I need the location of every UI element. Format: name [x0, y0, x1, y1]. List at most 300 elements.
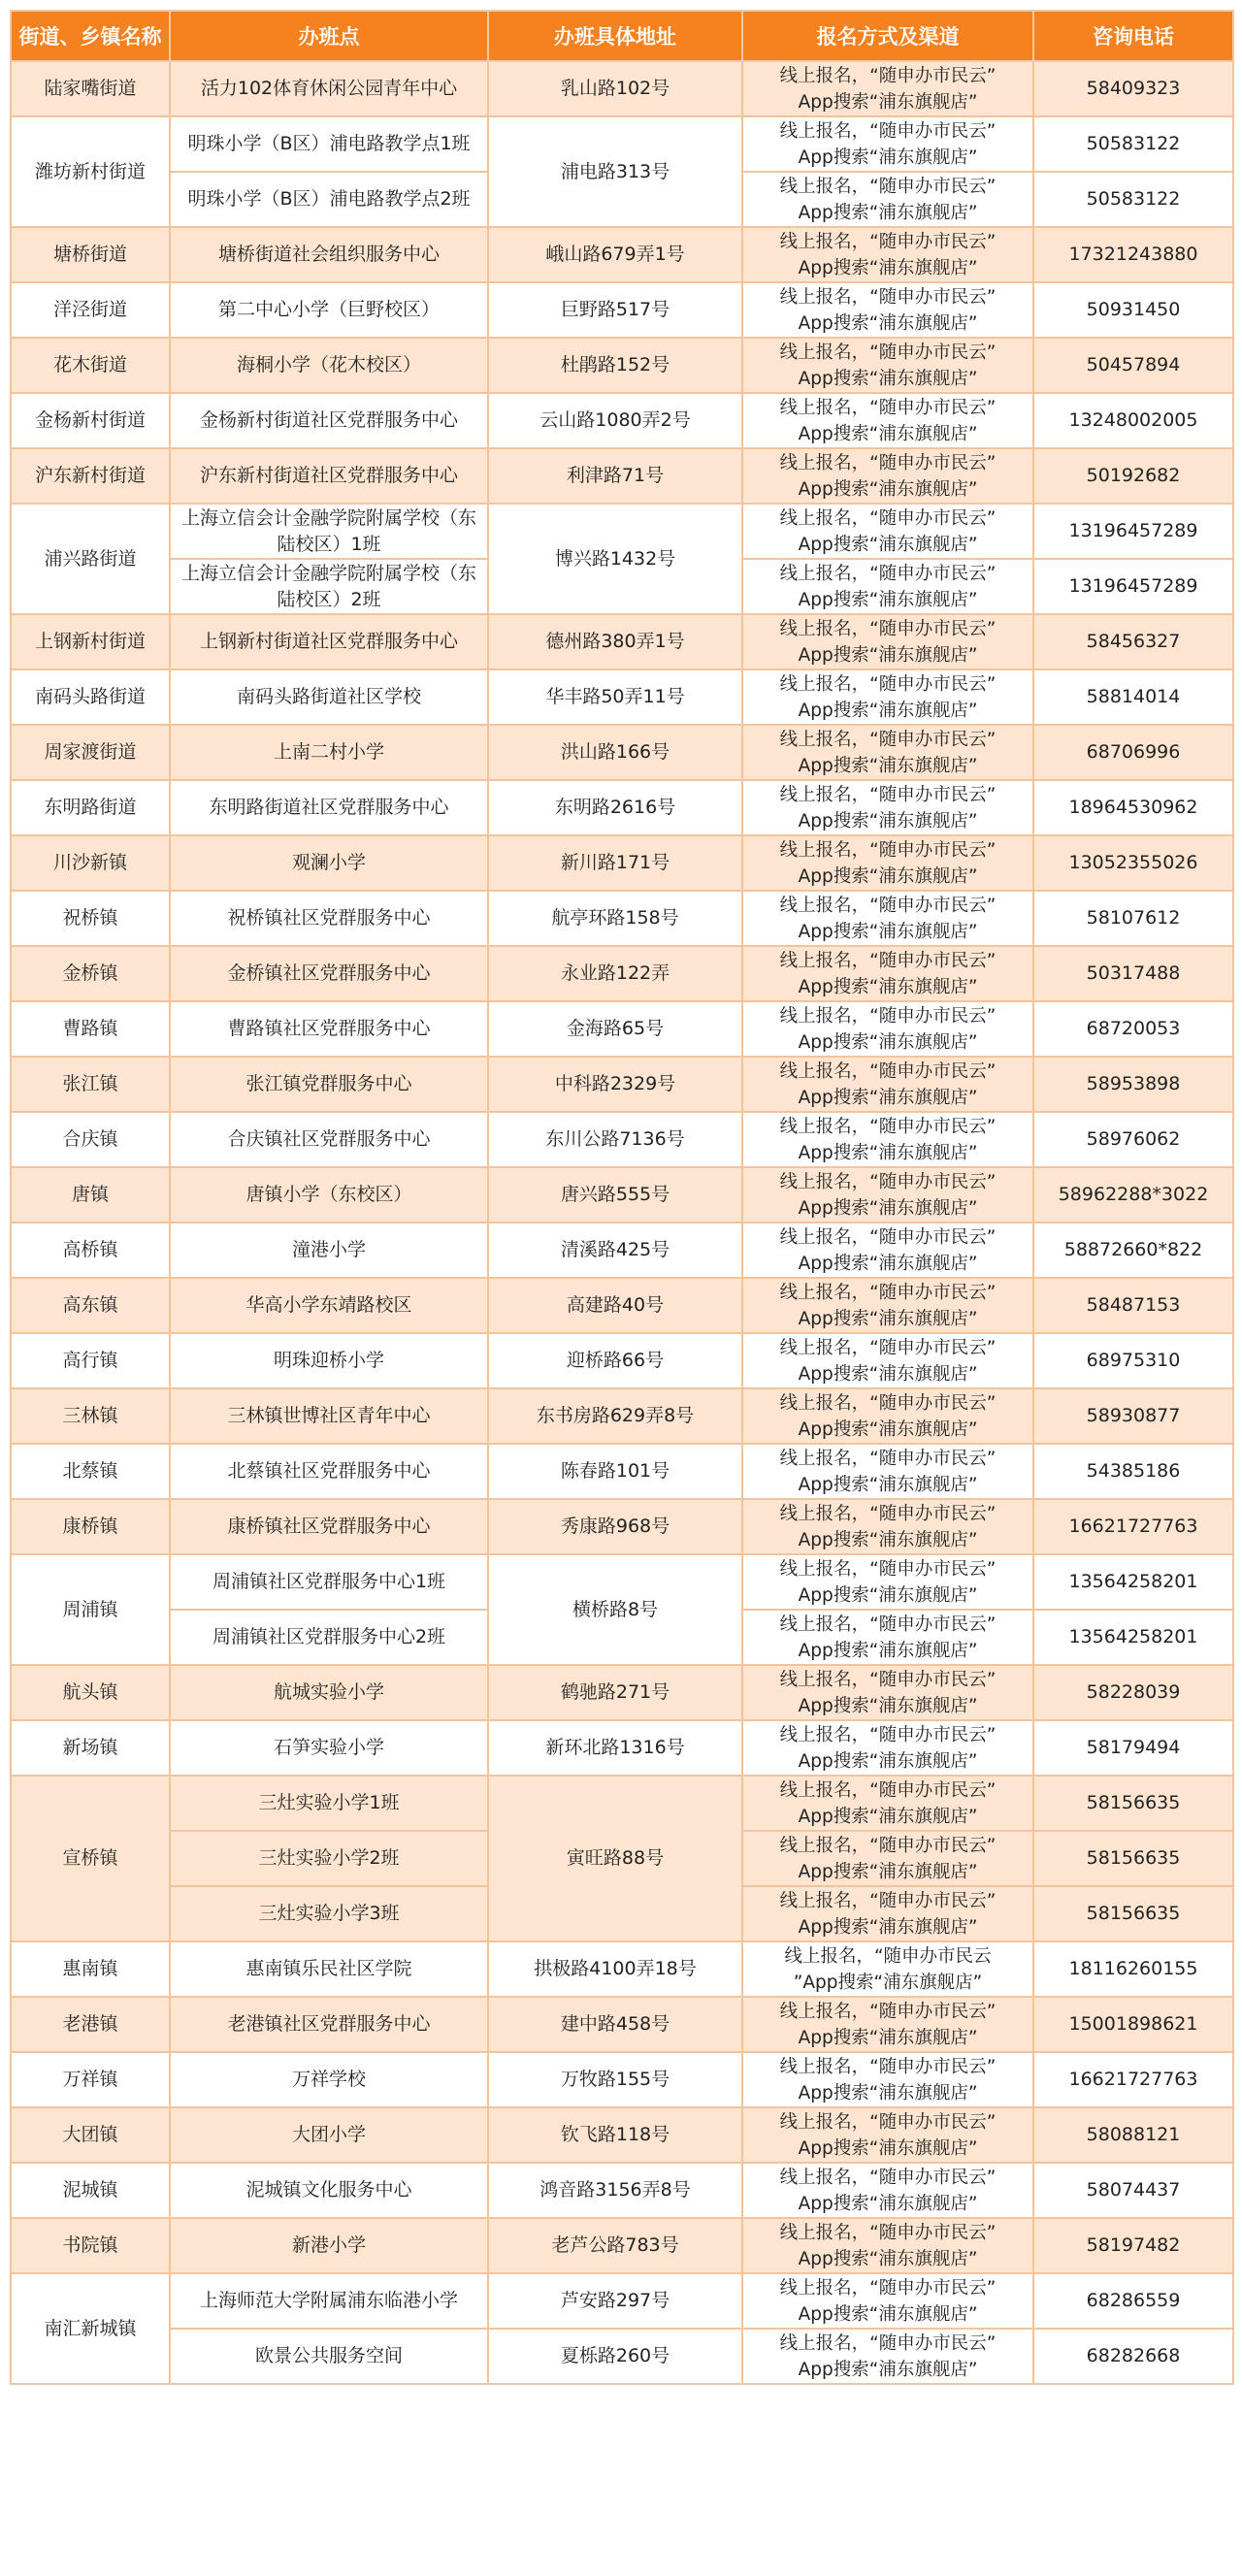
address-cell: 唐兴路555号 [488, 1167, 742, 1223]
table-row [11, 1941, 1233, 1997]
district-cell: 塘桥街道 [11, 227, 170, 282]
district-cell: 北蔡镇 [11, 1444, 170, 1499]
channel-line-1: 线上报名，“随申办市民云” [779, 120, 997, 142]
phone-cell: 18964530962 [1033, 780, 1233, 835]
district-cell: 南码头路街道 [11, 669, 170, 725]
channel-line-2: App搜索“浦东旗舰店” [798, 147, 978, 168]
site-cell: 上海立信会计金融学院附属学校（东陆校区）1班 [170, 504, 488, 559]
address-cell: 拱极路4100弄18号 [488, 1941, 742, 1997]
channel-cell [742, 835, 1033, 891]
phone-cell: 58976062 [1033, 1112, 1233, 1167]
site-cell: 明珠迎桥小学 [170, 1333, 488, 1388]
channel-line-1: 线上报名，“随申办市民云” [779, 895, 997, 916]
channel-line-2: App搜索“浦东旗舰店” [798, 312, 978, 334]
channel-line-1: 线上报名，“随申办市民云” [779, 452, 997, 473]
channel-cell [742, 2107, 1033, 2163]
channel-line-1: 线上报名，“随申办市民云” [779, 1116, 997, 1137]
channel-line-2: App搜索“浦东旗舰店” [798, 2193, 978, 2214]
address-cell: 永业路122弄 [488, 946, 742, 1001]
channel-line-2: App搜索“浦东旗舰店” [798, 589, 978, 610]
table-row [11, 1554, 1233, 1610]
site-cell: 沪东新村街道社区党群服务中心 [170, 448, 488, 504]
table-row [11, 780, 1233, 835]
phone-cell: 58156635 [1033, 1831, 1233, 1886]
address-cell: 新川路171号 [488, 835, 742, 891]
channel-line-1: 线上报名，“随申办市民云” [779, 1005, 997, 1027]
address-cell: 德州路380弄1号 [488, 614, 742, 669]
channel-line-1: 线上报名，“随申办市民云” [779, 231, 997, 252]
channel-line-1: 线上报名，“随申办市民云” [779, 2001, 997, 2022]
site-cell: 大团小学 [170, 2107, 488, 2163]
phone-cell: 68706996 [1033, 725, 1233, 780]
site-cell: 第二中心小学（巨野校区） [170, 282, 488, 338]
district-cell: 东明路街道 [11, 780, 170, 835]
phone-cell: 13564258201 [1033, 1554, 1233, 1610]
address-cell: 东川公路7136号 [488, 1112, 742, 1167]
site-cell: 金杨新村街道社区党群服务中心 [170, 393, 488, 448]
channel-line-1: 线上报名，“随申办市民云” [779, 2277, 997, 2299]
site-cell: 北蔡镇社区党群服务中心 [170, 1444, 488, 1499]
header-site: 办班点 [170, 11, 488, 61]
phone-cell: 58487153 [1033, 1278, 1233, 1333]
channel-line-2: App搜索“浦东旗舰店” [798, 257, 978, 278]
address-cell: 老芦公路783号 [488, 2218, 742, 2273]
district-cell: 书院镇 [11, 2218, 170, 2273]
district-cell: 金桥镇 [11, 946, 170, 1001]
channel-line-2: App搜索“浦东旗舰店” [798, 534, 978, 555]
phone-cell: 54385186 [1033, 1444, 1233, 1499]
site-cell: 万祥学校 [170, 2052, 488, 2107]
district-cell: 宣桥镇 [11, 1776, 170, 1941]
channel-cell [742, 2218, 1033, 2273]
table-row [11, 61, 1233, 116]
phone-cell: 13196457289 [1033, 559, 1233, 614]
channel-line-1: 线上报名，“随申办市民云” [779, 1392, 997, 1414]
channel-line-2: App搜索“浦东旗舰店” [798, 1031, 978, 1053]
site-cell: 潼港小学 [170, 1223, 488, 1278]
table-row [11, 725, 1233, 780]
channel-cell [742, 504, 1033, 559]
phone-cell: 58197482 [1033, 2218, 1233, 2273]
channel-cell [742, 1167, 1033, 1223]
channel-line-2: App搜索“浦东旗舰店” [798, 1363, 978, 1385]
site-cell: 东明路街道社区党群服务中心 [170, 780, 488, 835]
phone-cell: 68720053 [1033, 1001, 1233, 1057]
address-cell: 巨野路517号 [488, 282, 742, 338]
phone-cell: 13196457289 [1033, 504, 1233, 559]
channel-cell [742, 1720, 1033, 1776]
channel-line-1: 线上报名，“随申办市民云” [779, 839, 997, 861]
table-row [11, 1499, 1233, 1554]
site-cell: 南码头路街道社区学校 [170, 669, 488, 725]
channel-line-1: 线上报名，“随申办市民云” [779, 729, 997, 750]
district-cell: 高东镇 [11, 1278, 170, 1333]
phone-cell: 58107612 [1033, 891, 1233, 946]
channel-cell [742, 1278, 1033, 1333]
address-cell: 迎桥路66号 [488, 1333, 742, 1388]
channel-line-2: App搜索“浦东旗舰店” [798, 1916, 978, 1938]
site-cell: 欧景公共服务空间 [170, 2329, 488, 2384]
district-cell: 合庆镇 [11, 1112, 170, 1167]
channel-cell [742, 393, 1033, 448]
phone-cell: 58962288*3022 [1033, 1167, 1233, 1223]
site-cell: 祝桥镇社区党群服务中心 [170, 891, 488, 946]
channel-cell [742, 61, 1033, 116]
address-cell: 中科路2329号 [488, 1057, 742, 1112]
channel-line-2: App搜索“浦东旗舰店” [798, 478, 978, 500]
channel-line-1: 线上报名，“随申办市民云” [779, 2167, 997, 2188]
phone-cell: 50931450 [1033, 282, 1233, 338]
channel-cell [742, 1997, 1033, 2052]
table-body [11, 61, 1233, 2384]
site-cell: 三灶实验小学2班 [170, 1831, 488, 1886]
channel-cell [742, 2052, 1033, 2107]
address-cell: 高建路40号 [488, 1278, 742, 1333]
phone-cell: 50583122 [1033, 172, 1233, 227]
table-row [11, 448, 1233, 504]
table-row [11, 1057, 1233, 1112]
site-cell: 老港镇社区党群服务中心 [170, 1997, 488, 2052]
phone-cell: 58930877 [1033, 1388, 1233, 1444]
channel-cell [742, 1388, 1033, 1444]
table-row [11, 2218, 1233, 2273]
registration-table [10, 10, 1234, 2385]
phone-cell: 15001898621 [1033, 1997, 1233, 2052]
district-cell: 上钢新村街道 [11, 614, 170, 669]
schedule-table-container [10, 10, 1232, 2385]
table-row [11, 1112, 1233, 1167]
address-cell: 横桥路8号 [488, 1554, 742, 1665]
channel-line-2: App搜索“浦东旗舰店” [798, 1806, 978, 1827]
site-cell: 唐镇小学（东校区） [170, 1167, 488, 1223]
channel-line-1: 线上报名，“随申办市民云” [779, 2332, 997, 2354]
channel-line-1: 线上报名，“随申办市民云” [779, 1503, 997, 1524]
table-row [11, 338, 1233, 393]
district-cell: 泥城镇 [11, 2163, 170, 2218]
phone-cell: 18116260155 [1033, 1941, 1233, 1997]
district-cell: 张江镇 [11, 1057, 170, 1112]
phone-cell: 58409323 [1033, 61, 1233, 116]
channel-line-2: App搜索“浦东旗舰店” [798, 1695, 978, 1716]
channel-cell [742, 725, 1033, 780]
address-cell: 金海路65号 [488, 1001, 742, 1057]
channel-line-2: App搜索“浦东旗舰店” [798, 423, 978, 444]
district-cell: 新场镇 [11, 1720, 170, 1776]
table-row [11, 1665, 1233, 1720]
table-row [11, 1001, 1233, 1057]
address-cell: 夏栎路260号 [488, 2329, 742, 2384]
channel-cell [742, 1112, 1033, 1167]
header-district: 街道、乡镇名称 [11, 11, 170, 61]
district-cell: 浦兴路街道 [11, 504, 170, 614]
address-cell: 杜鹃路152号 [488, 338, 742, 393]
channel-line-2: App搜索“浦东旗舰店” [798, 1418, 978, 1440]
phone-cell: 13248002005 [1033, 393, 1233, 448]
address-cell: 钦飞路118号 [488, 2107, 742, 2163]
address-cell: 万牧路155号 [488, 2052, 742, 2107]
header-phone: 咨询电话 [1033, 11, 1233, 61]
district-cell: 曹路镇 [11, 1001, 170, 1057]
phone-cell: 58156635 [1033, 1886, 1233, 1941]
table-row [11, 2273, 1233, 2329]
channel-cell [742, 448, 1033, 504]
table-row [11, 2329, 1233, 2384]
channel-cell [742, 172, 1033, 227]
phone-cell: 50192682 [1033, 448, 1233, 504]
table-row [11, 891, 1233, 946]
phone-cell: 16621727763 [1033, 1499, 1233, 1554]
phone-cell: 17321243880 [1033, 227, 1233, 282]
phone-cell: 58953898 [1033, 1057, 1233, 1112]
table-row [11, 227, 1233, 282]
table-row [11, 1720, 1233, 1776]
channel-line-2: App搜索“浦东旗舰店” [798, 1529, 978, 1550]
phone-cell: 13564258201 [1033, 1610, 1233, 1665]
address-cell: 航亭环路158号 [488, 891, 742, 946]
channel-line-2: App搜索“浦东旗舰店” [798, 2303, 978, 2325]
site-cell: 明珠小学（B区）浦电路教学点2班 [170, 172, 488, 227]
channel-line-1: 线上报名，“随申办市民云” [779, 2056, 997, 2077]
channel-line-1: 线上报名，“随申办市民云” [779, 1282, 997, 1303]
channel-cell [742, 669, 1033, 725]
district-cell: 周家渡街道 [11, 725, 170, 780]
channel-line-1: 线上报名，“随申办市民云” [779, 618, 997, 639]
channel-line-2: App搜索“浦东旗舰店” [798, 1197, 978, 1219]
channel-line-1: 线上报名，“随申办市民云” [779, 563, 997, 584]
channel-cell [742, 1444, 1033, 1499]
site-cell: 三灶实验小学3班 [170, 1886, 488, 1941]
channel-cell [742, 780, 1033, 835]
district-cell: 唐镇 [11, 1167, 170, 1223]
channel-line-1: 线上报名，“随申办市民云” [779, 397, 997, 418]
table-row [11, 116, 1233, 172]
channel-line-1: 线上报名，“随申办市民云” [779, 2222, 997, 2243]
channel-line-2: App搜索“浦东旗舰店” [798, 976, 978, 997]
channel-cell [742, 1499, 1033, 1554]
address-cell: 清溪路425号 [488, 1223, 742, 1278]
site-cell: 金桥镇社区党群服务中心 [170, 946, 488, 1001]
channel-line-1: 线上报名，“随申办市民云” [779, 1558, 997, 1580]
site-cell: 三灶实验小学1班 [170, 1776, 488, 1831]
table-row [11, 2163, 1233, 2218]
phone-cell: 68286559 [1033, 2273, 1233, 2329]
site-cell: 新港小学 [170, 2218, 488, 2273]
address-cell: 利津路71号 [488, 448, 742, 504]
phone-cell: 58088121 [1033, 2107, 1233, 2163]
channel-line-1: 线上报名，“随申办市民云” [779, 1171, 997, 1192]
header-address: 办班具体地址 [488, 11, 742, 61]
channel-cell [742, 891, 1033, 946]
site-cell: 周浦镇社区党群服务中心2班 [170, 1610, 488, 1665]
table-row [11, 282, 1233, 338]
site-cell: 明珠小学（B区）浦电路教学点1班 [170, 116, 488, 172]
channel-cell [742, 2163, 1033, 2218]
channel-line-1: 线上报名，“随申办市民云” [779, 673, 997, 695]
phone-cell: 58814014 [1033, 669, 1233, 725]
table-header [11, 11, 1233, 61]
site-cell: 康桥镇社区党群服务中心 [170, 1499, 488, 1554]
site-cell: 塘桥街道社会组织服务中心 [170, 227, 488, 282]
site-cell: 观澜小学 [170, 835, 488, 891]
address-cell: 云山路1080弄2号 [488, 393, 742, 448]
phone-cell: 50457894 [1033, 338, 1233, 393]
channel-line-1: 线上报名，“随申办市民云” [779, 1448, 997, 1469]
channel-cell [742, 227, 1033, 282]
site-cell: 活力102体育休闲公园青年中心 [170, 61, 488, 116]
channel-line-1: 线上报名，“随申办市民云” [779, 342, 997, 363]
district-cell: 潍坊新村街道 [11, 116, 170, 227]
address-cell: 新环北路1316号 [488, 1720, 742, 1776]
address-cell: 浦电路313号 [488, 116, 742, 227]
district-cell: 沪东新村街道 [11, 448, 170, 504]
channel-line-1: 线上报名，“随申办市民云” [779, 2111, 997, 2133]
channel-line-1: 线上报名，“随申办市民云” [779, 1614, 997, 1635]
site-cell: 三林镇世博社区青年中心 [170, 1388, 488, 1444]
channel-line-2: App搜索“浦东旗舰店” [798, 2027, 978, 2048]
table-row [11, 2107, 1233, 2163]
phone-cell: 58156635 [1033, 1776, 1233, 1831]
district-cell: 陆家嘴街道 [11, 61, 170, 116]
channel-cell [742, 1057, 1033, 1112]
address-cell: 芦安路297号 [488, 2273, 742, 2329]
header-row [11, 11, 1233, 61]
channel-cell [742, 1665, 1033, 1720]
district-cell: 祝桥镇 [11, 891, 170, 946]
table-row [11, 835, 1233, 891]
address-cell: 东书房路629弄8号 [488, 1388, 742, 1444]
channel-cell [742, 1886, 1033, 1941]
channel-line-1: 线上报名，“随申办市民云” [779, 1060, 997, 1082]
channel-cell [742, 1941, 1033, 1997]
channel-cell [742, 1776, 1033, 1831]
site-cell: 航城实验小学 [170, 1665, 488, 1720]
channel-line-2: App搜索“浦东旗舰店” [798, 1584, 978, 1606]
channel-line-1: 线上报名，“随申办市民云” [779, 1890, 997, 1911]
address-cell: 峨山路679弄1号 [488, 227, 742, 282]
channel-cell [742, 1610, 1033, 1665]
site-cell: 华高小学东靖路校区 [170, 1278, 488, 1333]
table-row [11, 1997, 1233, 2052]
address-cell: 寅旺路88号 [488, 1776, 742, 1941]
address-cell: 鹤驰路271号 [488, 1665, 742, 1720]
address-cell: 东明路2616号 [488, 780, 742, 835]
table-row [11, 393, 1233, 448]
district-cell: 洋泾街道 [11, 282, 170, 338]
channel-line-2: App搜索“浦东旗舰店” [798, 865, 978, 887]
channel-line-2: App搜索“浦东旗舰店” [798, 1253, 978, 1274]
address-cell: 鸿音路3156弄8号 [488, 2163, 742, 2218]
table-row [11, 1223, 1233, 1278]
channel-line-1: 线上报名，“随申办市民云” [779, 176, 997, 197]
address-cell: 陈春路101号 [488, 1444, 742, 1499]
address-cell: 华丰路50弄11号 [488, 669, 742, 725]
channel-line-1: 线上报名，“随申办市民云” [779, 286, 997, 308]
district-cell: 高行镇 [11, 1333, 170, 1388]
address-cell: 博兴路1432号 [488, 504, 742, 614]
table-row [11, 1444, 1233, 1499]
table-row [11, 1278, 1233, 1333]
channel-line-2: App搜索“浦东旗舰店” [798, 755, 978, 776]
channel-line-2: App搜索“浦东旗舰店” [798, 1861, 978, 1882]
address-cell: 乳山路102号 [488, 61, 742, 116]
district-cell: 周浦镇 [11, 1554, 170, 1665]
district-cell: 三林镇 [11, 1388, 170, 1444]
site-cell: 周浦镇社区党群服务中心1班 [170, 1554, 488, 1610]
table-row [11, 669, 1233, 725]
channel-line-1: 线上报名，“随申办市民云” [779, 1669, 997, 1690]
phone-cell: 58872660*822 [1033, 1223, 1233, 1278]
site-cell: 惠南镇乐民社区学院 [170, 1941, 488, 1997]
table-row [11, 1776, 1233, 1831]
channel-line-2: App搜索“浦东旗舰店” [798, 1474, 978, 1495]
phone-cell: 58456327 [1033, 614, 1233, 669]
phone-cell: 68975310 [1033, 1333, 1233, 1388]
site-cell: 海桐小学（花木校区） [170, 338, 488, 393]
channel-cell [742, 614, 1033, 669]
channel-cell [742, 2329, 1033, 2384]
site-cell: 上南二村小学 [170, 725, 488, 780]
phone-cell: 68282668 [1033, 2329, 1233, 2384]
district-cell: 南汇新城镇 [11, 2273, 170, 2384]
phone-cell: 58228039 [1033, 1665, 1233, 1720]
phone-cell: 58074437 [1033, 2163, 1233, 2218]
channel-line-1: 线上报名，“随申办市民云” [779, 1724, 997, 1745]
channel-line-2: App搜索“浦东旗舰店” [798, 1750, 978, 1772]
channel-cell [742, 338, 1033, 393]
district-cell: 高桥镇 [11, 1223, 170, 1278]
phone-cell: 50317488 [1033, 946, 1233, 1001]
phone-cell: 16621727763 [1033, 2052, 1233, 2107]
district-cell: 惠南镇 [11, 1941, 170, 1997]
channel-line-1: 线上报名，“随申办市民云” [779, 1835, 997, 1856]
channel-line-1: 线上报名，“随申办市民云” [779, 1779, 997, 1801]
channel-line-2: App搜索“浦东旗舰店” [798, 921, 978, 942]
district-cell: 航头镇 [11, 1665, 170, 1720]
channel-line-1: 线上报名，“随申办市民云” [779, 507, 997, 529]
channel-line-2: App搜索“浦东旗舰店” [798, 202, 978, 223]
channel-line-2: App搜索“浦东旗舰店” [798, 1142, 978, 1163]
channel-cell [742, 1554, 1033, 1610]
channel-line-2: App搜索“浦东旗舰店” [798, 2359, 978, 2380]
address-cell: 洪山路166号 [488, 725, 742, 780]
table-row [11, 2052, 1233, 2107]
channel-line-1: 线上报名，“随申办市民云” [779, 1337, 997, 1358]
header-channel: 报名方式及渠道 [742, 11, 1033, 61]
channel-cell [742, 946, 1033, 1001]
channel-cell [742, 1333, 1033, 1388]
channel-cell [742, 1831, 1033, 1886]
address-cell: 建中路458号 [488, 1997, 742, 2052]
channel-line-2: App搜索“浦东旗舰店” [798, 2137, 978, 2159]
channel-line-1: 线上报名，“随申办市民云 [784, 1945, 992, 1967]
channel-line-2: App搜索“浦东旗舰店” [798, 810, 978, 831]
table-row [11, 1167, 1233, 1223]
site-cell: 上钢新村街道社区党群服务中心 [170, 614, 488, 669]
district-cell: 川沙新镇 [11, 835, 170, 891]
channel-line-2: ”App搜索“浦东旗舰店” [793, 1972, 983, 1993]
channel-line-1: 线上报名，“随申办市民云” [779, 950, 997, 971]
table-row [11, 1388, 1233, 1444]
district-cell: 万祥镇 [11, 2052, 170, 2107]
site-cell: 曹路镇社区党群服务中心 [170, 1001, 488, 1057]
channel-line-2: App搜索“浦东旗舰店” [798, 1087, 978, 1108]
site-cell: 张江镇党群服务中心 [170, 1057, 488, 1112]
district-cell: 花木街道 [11, 338, 170, 393]
channel-cell [742, 2273, 1033, 2329]
channel-line-2: App搜索“浦东旗舰店” [798, 700, 978, 721]
channel-line-2: App搜索“浦东旗舰店” [798, 2248, 978, 2269]
channel-cell [742, 559, 1033, 614]
